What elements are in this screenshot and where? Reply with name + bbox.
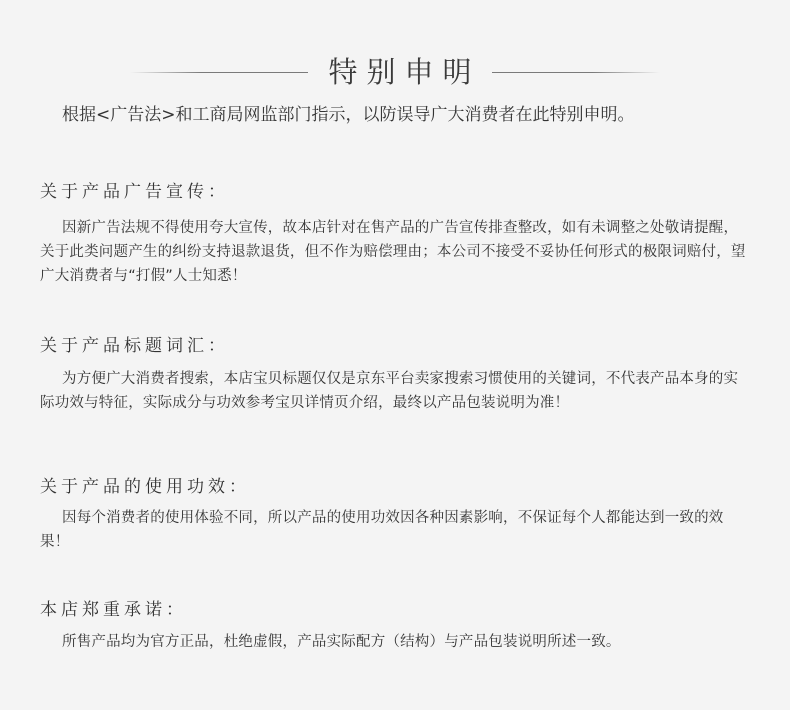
section-body-efficacy: 因每个消费者的使用体验不同，所以产品的使用功效因各种因素影响，不保证每个人都能达到一致的效果！ — [40, 510, 724, 550]
section-body-title-keywords: 为方便广大消费者搜索，本店宝贝标题仅仅是京东平台卖家搜索习惯使用的关键词，不代表产品本身的实际功效与特征，实际成分与功效参考宝贝详情页介绍，最终以产品包装说明为准！ — [40, 371, 739, 411]
section-heading-commitment: 本店郑重承诺： — [40, 600, 187, 620]
title-divider-right — [492, 72, 660, 73]
section-body-commitment: 所售产品均为官方正品，杜绝虚假，产品实际配方（结构）与产品包装说明所述一致。 — [62, 634, 621, 650]
page-title: 特别申明 — [328, 55, 481, 89]
section-heading-title-keywords: 关于产品标题词汇： — [40, 336, 229, 356]
section-body-advertising: 因新广告法规不得使用夸大宣传，故本店针对在售产品的广告宣传排查整改，如有未调整之处敬请提醒，关于此类问题产生的纠纷支持退款退货，但不作为赔偿理由；本公司不接受不妥协任何形式的极限词赔付，望广大消费者与“打假”人士知悉！ — [40, 220, 746, 284]
intro-statement: 根据<广告法>和工商局网监部门指示，以防误导广大消费者在此特别申明。 — [62, 105, 635, 125]
section-heading-advertising: 关于产品广告宣传： — [40, 182, 229, 202]
title-divider-left — [130, 72, 308, 73]
section-heading-efficacy: 关于产品的使用功效： — [40, 477, 250, 497]
title-row — [0, 50, 790, 94]
